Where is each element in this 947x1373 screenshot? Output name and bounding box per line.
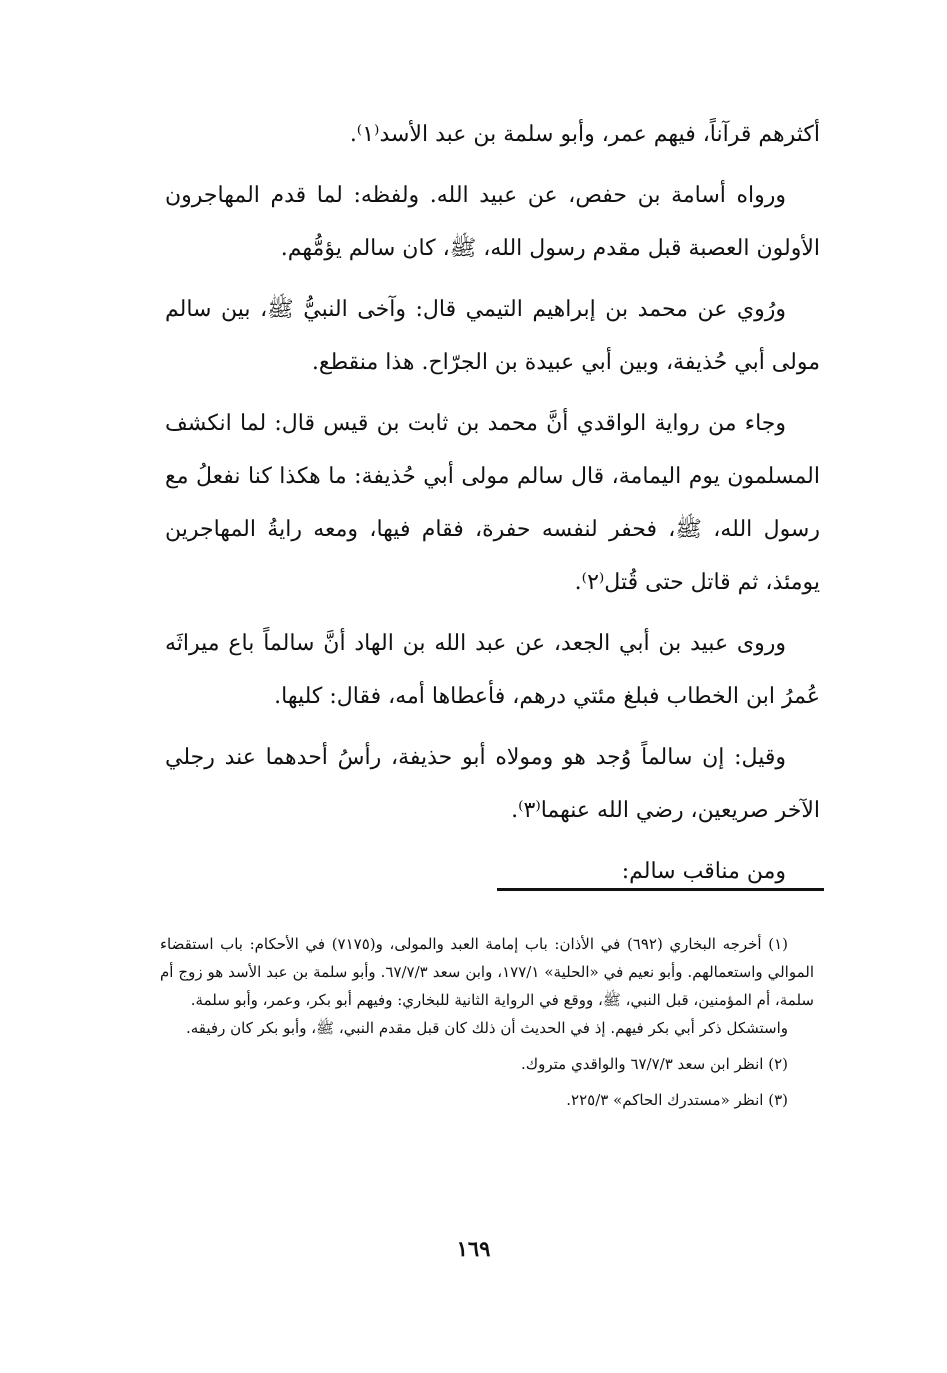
paragraph-5: وروى عبيد بن أبي الجعد، عن عبد الله بن الهاد أنَّ سالماً باع ميراثَه عُمرُ ابن الخطاب فبلغ مئتي درهم، فأعطاها أمه، فقال: كليها. bbox=[165, 631, 820, 709]
footnote-separator bbox=[497, 888, 824, 891]
paragraph-2: ورواه أسامة بن حفص، عن عبيد الله. ولفظه: لما قدم المهاجرون الأولون العصبة قبل مقدم رسول الله، ﷺ، كان سالم يؤمُّهم. bbox=[165, 183, 820, 261]
paragraph-4: وجاء من رواية الواقدي أنَّ محمد بن ثابت بن قيس قال: لما انكشف المسلمون يوم اليمامة، قال سالم مولى أبي حُذيفة: ما هكذا كنا نفعلُ مع رسول الله، ﷺ، فحفر لنفسه حفرة، فقام فيها، ومعه رايةُ المهاجرين يومئذ، ثم قاتل حتى قُتل⁽٢⁾. bbox=[165, 411, 820, 595]
footnote-2: (٢) انظر ابن سعد ٦٧/٧/٣ والواقدي متروك. bbox=[521, 1055, 788, 1073]
footnote-3: (٣) انظر «مستدرك الحاكم» ٢٢٥/٣. bbox=[566, 1091, 788, 1109]
footnote-1-continuation: واستشكل ذكر أبي بكر فيهم. إذ في الحديث أن ذلك كان قبل مقدم النبي، ﷺ، وأبو بكر كان رفيقه. bbox=[186, 1019, 788, 1037]
paragraph-1: أكثرهم قرآناً، فيهم عمر، وأبو سلمة بن عبد الأسد⁽١⁾. bbox=[349, 122, 820, 147]
main-text bbox=[165, 108, 820, 906]
footnote-1: (١) أخرجه البخاري (٦٩٢) في الأذان: باب إمامة العبد والمولى، و(٧١٧٥) في الأحكام: باب استقضاء الموالي واستعمالهم. وأبو نعيم في «الحلية» ١٧٧/١، وابن سعد ٦٧/٧/٣. وأبو سلمة بن عبد الأسد هو زوج أم سلمة، أم المؤمنين، قبل النبي، ﷺ، ووقع في الرواية الثانية للبخاري: وفيهم أبو بكر، وعمر، وأبو سلمة. bbox=[160, 935, 814, 1009]
paragraph-7: ومن مناقب سالم: bbox=[621, 859, 786, 884]
paragraph-6: وقيل: إن سالماً وُجد هو ومولاه أبو حذيفة، رأسُ أحدهما عند رجلي الآخر صريعين، رضي الله عنهما⁽٣⁾. bbox=[165, 745, 820, 823]
footnotes bbox=[160, 930, 814, 1114]
page-number: ١٦٩ bbox=[456, 1236, 491, 1261]
paragraph-3: ورُوي عن محمد بن إبراهيم التيمي قال: وآخى النبيُّ ﷺ، بين سالم مولى أبي حُذيفة، وبين أبي عبيدة بن الجرّاح. هذا منقطع. bbox=[165, 297, 820, 375]
